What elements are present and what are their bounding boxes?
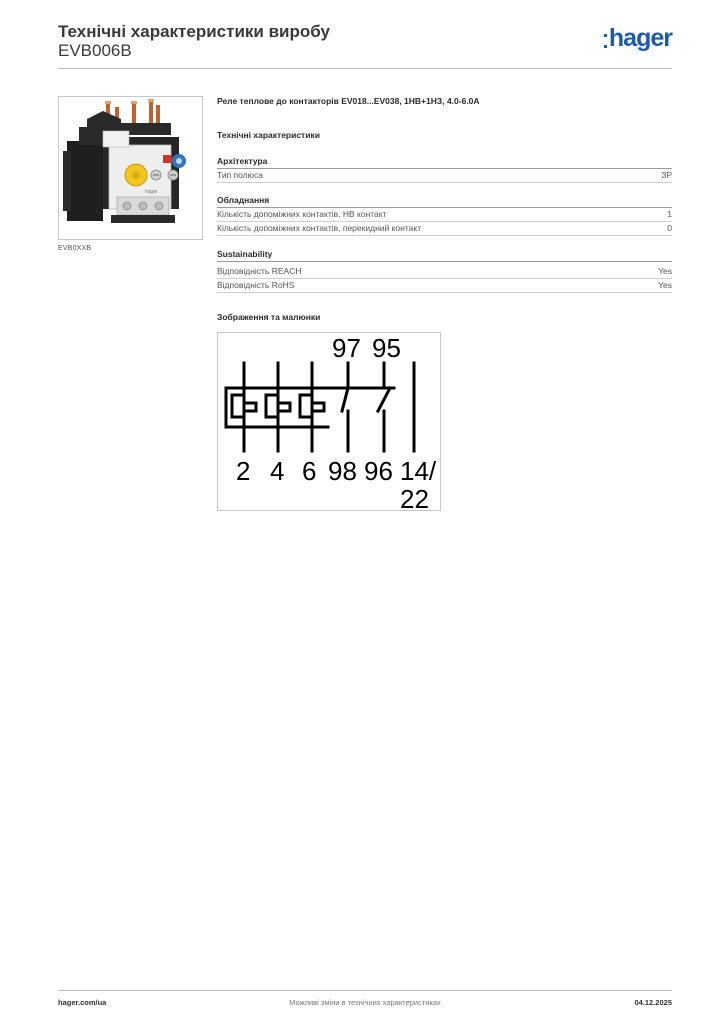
spec-row-pole-type (217, 169, 672, 183)
terminal-label-97: 97 (332, 333, 361, 363)
terminal-label-14: 14/ (400, 456, 437, 486)
wiring-diagram-svg (218, 333, 440, 510)
wiring-diagram (217, 332, 441, 511)
spec-row-reach (217, 265, 672, 279)
group-title-architecture: Архітектура (217, 156, 672, 169)
spec-row-rohs (217, 279, 672, 293)
hager-logo (604, 26, 672, 51)
terminal-label-4: 4 (270, 456, 285, 486)
spec-value: Yes (658, 280, 672, 290)
terminal-label-22: 22 (400, 484, 429, 510)
terminal-label-2: 2 (236, 456, 251, 486)
product-reference: EVB006B (58, 41, 132, 60)
spec-value: 1 (667, 209, 672, 219)
header-divider (58, 68, 672, 69)
footer-website-link[interactable]: hager.com/ua (58, 998, 107, 1007)
spec-label: Тип полюса (217, 170, 263, 180)
page-header (58, 22, 672, 68)
spec-label: Кількість допоміжних контактів, перекидний контакт (217, 223, 422, 233)
thermal-relay-illustration (59, 97, 202, 239)
footer-divider (58, 990, 672, 991)
spec-row-no-contacts (217, 208, 672, 222)
spec-row-changeover-contacts (217, 222, 672, 236)
product-image-caption: EVB0XXB (58, 245, 92, 252)
product-image (58, 96, 203, 240)
page-footer (58, 998, 672, 1010)
logo-text: hager (608, 24, 672, 52)
footer-notice: Можливі зміни в технічних характеристиках (289, 998, 441, 1007)
group-title-sustainability: Sustainability (217, 249, 672, 262)
characteristics-section (217, 96, 672, 336)
footer-date: 04.12.2025 (634, 998, 672, 1007)
terminal-label-98: 98 (328, 456, 357, 486)
terminal-label-96: 96 (364, 456, 393, 486)
product-description: Реле теплове до контакторів EV018...EV038, 1НВ+1НЗ, 4.0-6.0A (217, 96, 480, 106)
spec-value: 3P (661, 170, 672, 180)
spec-label: Відповідність RoHS (217, 280, 295, 290)
drawings-heading: Зображення та малюнки (217, 312, 321, 322)
spec-label: Кількість допоміжних контактів, НВ контакт (217, 209, 387, 219)
characteristics-heading: Технічні характеристики (217, 130, 320, 140)
spec-label: Відповідність REACH (217, 266, 302, 276)
terminal-label-95: 95 (372, 333, 401, 363)
group-title-equipment: Обладнання (217, 195, 672, 208)
logo-colon-icon (604, 34, 607, 48)
spec-value: Yes (658, 266, 672, 276)
panel-brand-mark: hager (145, 189, 158, 195)
terminal-label-6: 6 (302, 456, 317, 486)
document-title: Технічні характеристики виробу (58, 22, 330, 41)
spec-value: 0 (667, 223, 672, 233)
